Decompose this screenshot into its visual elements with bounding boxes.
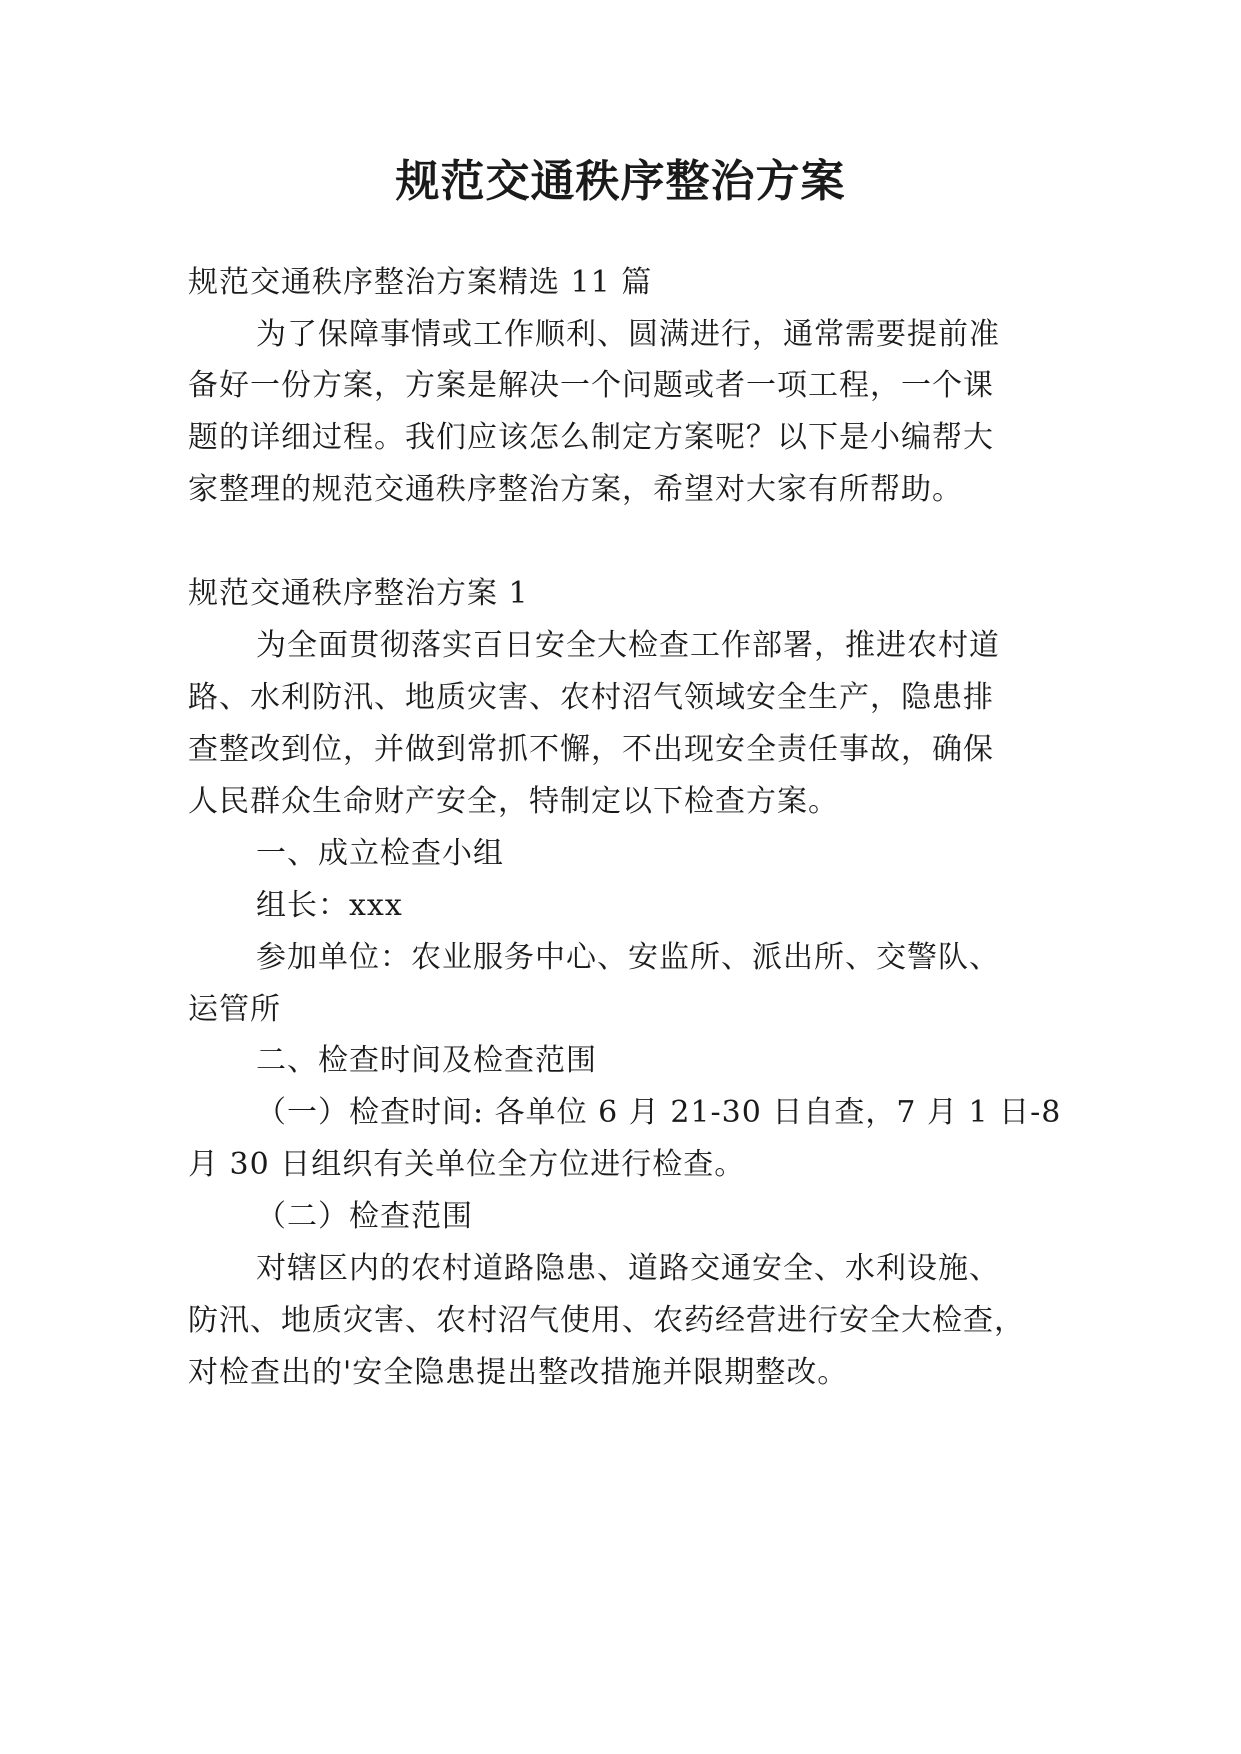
item1-heading: 一、成立检查小组 — [256, 836, 504, 871]
participants-line-1: 参加单位：农业服务中心、安监所、派出所、交警队、 — [256, 940, 1000, 975]
section1-line-4: 人民群众生命财产安全，特制定以下检查方案。 — [188, 784, 839, 819]
scope-line-3: 对检查出的'安全隐患提出整改措施并限期整改。 — [188, 1355, 849, 1390]
section1-line-3: 查整改到位，并做到常抓不懈，不出现安全责任事故，确保 — [188, 732, 994, 767]
intro-line-2: 备好一份方案，方案是解决一个问题或者一项工程，一个课 — [188, 368, 994, 403]
section1-line-1: 为全面贯彻落实百日安全大检查工作部署，推进农村道 — [256, 628, 1000, 663]
intro-line-4: 家整理的规范交通秩序整治方案，希望对大家有所帮助。 — [188, 472, 963, 507]
section1-line-2: 路、水利防汛、地质灾害、农村沼气领域安全生产，隐患排 — [188, 680, 994, 715]
document-title: 规范交通秩序整治方案 — [395, 156, 846, 207]
subtitle: 规范交通秩序整治方案精选 11 篇 — [188, 265, 653, 300]
item2-heading: 二、检查时间及检查范围 — [256, 1043, 597, 1078]
check-time-line-2: 月 30 日组织有关单位全方位进行检查。 — [188, 1147, 746, 1182]
scope-line-2: 防汛、地质灾害、农村沼气使用、农药经营进行安全大检查， — [188, 1303, 1025, 1338]
scope-heading: （二）检查范围 — [256, 1199, 473, 1234]
scope-line-1: 对辖区内的农村道路隐患、道路交通安全、水利设施、 — [256, 1251, 1000, 1286]
leader-line: 组长：xxx — [256, 888, 403, 923]
intro-line-3: 题的详细过程。我们应该怎么制定方案呢？以下是小编帮大 — [188, 420, 994, 455]
participants-line-2: 运管所 — [188, 992, 281, 1027]
check-time-line-1: （一）检查时间: 各单位 6 月 21-30 日自查，7 月 1 日-8 — [256, 1095, 1062, 1130]
intro-line-1: 为了保障事情或工作顺利、圆满进行，通常需要提前准 — [256, 317, 1000, 352]
section1-heading: 规范交通秩序整治方案 1 — [188, 576, 529, 611]
